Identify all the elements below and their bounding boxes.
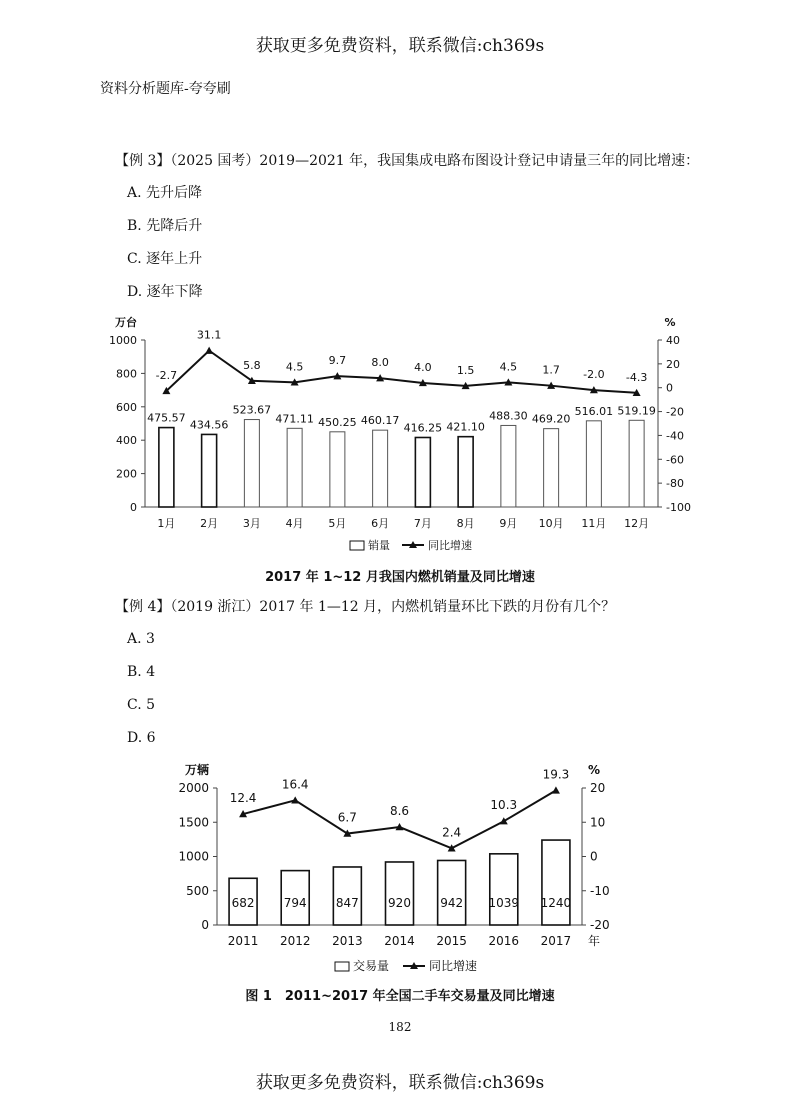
x-axis-unit: 年	[588, 934, 601, 948]
left-tick-label: 0	[130, 501, 137, 514]
left-tick-label: 1000	[109, 334, 137, 347]
growth-value-label: 1.7	[542, 363, 560, 377]
bar	[586, 421, 601, 507]
q3-option-d: D. 逐年下降	[127, 284, 203, 300]
bar-value-label: 450.25	[318, 415, 357, 429]
right-tick-label: -80	[666, 477, 684, 491]
left-axis-unit: 万辆	[184, 763, 209, 777]
left-tick-label: 1500	[178, 815, 209, 830]
growth-value-label: 16.4	[281, 777, 309, 792]
right-axis-unit: %	[587, 763, 601, 777]
growth-value-label: 8.6	[389, 804, 410, 819]
category-label: 7月	[413, 517, 432, 530]
bar-value-label: 469.20	[531, 412, 571, 426]
page-number: 182	[388, 1020, 412, 1034]
right-tick-label: 10	[590, 815, 606, 830]
growth-value-label: 1.5	[456, 363, 475, 377]
bar	[415, 437, 430, 507]
bar-value-label: 421.10	[446, 420, 485, 434]
category-label: 4月	[285, 517, 304, 530]
category-label: 8月	[456, 517, 475, 530]
left-tick-label: 2000	[178, 781, 209, 795]
growth-marker	[291, 796, 299, 803]
right-tick-label: -20	[666, 405, 684, 419]
bar	[629, 420, 644, 507]
bar	[490, 854, 518, 925]
category-label: 2014	[384, 934, 415, 948]
subtitle: 资料分析题库-夸夸刷	[100, 81, 231, 97]
left-tick-label: 800	[116, 367, 137, 381]
growth-value-label: 5.8	[243, 358, 261, 372]
bar-value-label: 942	[440, 896, 464, 910]
bar	[330, 432, 345, 507]
chart2-title: 图 1 2011~2017 年全国二手车交易量及同比增速	[245, 989, 555, 1004]
growth-value-label: 2.4	[442, 825, 462, 840]
bar	[373, 430, 388, 507]
legend-bar-label: 销量	[368, 539, 390, 552]
category-label: 5月	[328, 517, 347, 530]
category-label: 2013	[332, 934, 363, 948]
left-tick-label: 600	[116, 400, 137, 414]
right-tick-label: -100	[666, 501, 691, 514]
growth-value-label: 4.5	[285, 360, 304, 374]
category-label: 1月	[157, 517, 176, 530]
bar-value-label: 460.17	[360, 414, 400, 428]
legend-bar-swatch	[335, 962, 349, 971]
growth-value-label: -2.0	[583, 368, 605, 382]
bar-value-label: 794	[283, 896, 307, 910]
bar	[244, 420, 259, 507]
growth-value-label: 4.5	[499, 360, 518, 374]
legend-line-label: 同比增速	[429, 959, 478, 973]
bar	[202, 434, 217, 507]
growth-line	[166, 351, 636, 393]
category-label: 3月	[242, 517, 261, 530]
growth-value-label: 4.0	[414, 360, 432, 374]
bar-value-label: 523.67	[232, 403, 272, 417]
bar	[287, 428, 302, 507]
growth-value-label: 8.0	[371, 356, 389, 370]
bar-value-label: 488.30	[489, 409, 528, 423]
chart-used-car	[0, 755, 800, 975]
category-label: 11月	[581, 517, 607, 530]
q4-option-c: C. 5	[127, 697, 156, 713]
right-tick-label: 20	[590, 781, 606, 795]
growth-value-label: 12.4	[229, 791, 257, 806]
header-banner: 获取更多免费资料，联系微信:ch369s	[255, 36, 545, 56]
bar-value-label: 682	[231, 896, 255, 910]
category-label: 2011	[227, 934, 259, 948]
bar-value-label: 1039	[488, 896, 520, 910]
bar-value-label: 471.11	[275, 412, 314, 426]
chart-engine-sales	[0, 305, 800, 565]
q3-option-a: A. 先升后降	[127, 185, 203, 201]
bar	[386, 862, 414, 925]
q4-option-d: D. 6	[127, 730, 156, 746]
bar-value-label: 1240	[540, 896, 572, 910]
legend-bar-label: 交易量	[353, 959, 390, 973]
legend-bar-swatch	[350, 541, 364, 550]
category-label: 2017	[540, 934, 572, 948]
bar-value-label: 920	[388, 896, 411, 910]
bar-value-label: 516.01	[574, 404, 614, 418]
right-tick-label: -10	[590, 883, 610, 898]
bar-value-label: 475.57	[147, 411, 186, 425]
growth-value-label: -4.3	[625, 370, 648, 384]
right-tick-label: 0	[590, 849, 598, 864]
q4-stem: 【例 4】（2019 浙江）2017 年 1—12 月，内燃机销量环比下跌的月份有几个？	[115, 599, 616, 615]
right-tick-label: -60	[666, 453, 684, 467]
category-label: 9月	[499, 517, 518, 530]
growth-marker	[552, 786, 560, 793]
left-tick-label: 0	[201, 918, 209, 932]
growth-value-label: 9.7	[328, 354, 347, 368]
bar-value-label: 847	[335, 896, 359, 910]
growth-value-label: 6.7	[337, 810, 357, 825]
growth-value-label: -2.7	[155, 368, 178, 382]
bar	[542, 840, 570, 925]
legend-line-label: 同比增速	[428, 539, 472, 552]
left-tick-label: 500	[186, 883, 209, 898]
q4-option-b: B. 4	[127, 664, 156, 680]
category-label: 2012	[279, 934, 311, 948]
growth-value-label: 10.3	[490, 798, 518, 813]
bar	[438, 860, 466, 925]
growth-value-label: 31.1	[196, 328, 222, 342]
bar-value-label: 416.25	[403, 421, 443, 435]
growth-value-label: 19.3	[542, 767, 570, 782]
q3-option-b: B. 先降后升	[127, 218, 203, 234]
right-tick-label: -20	[590, 918, 610, 932]
category-label: 2月	[200, 517, 219, 530]
category-label: 6月	[371, 517, 390, 530]
q3-option-c: C. 逐年上升	[127, 251, 203, 267]
left-tick-label: 400	[116, 434, 137, 448]
footer-banner: 获取更多免费资料，联系微信:ch369s	[255, 1073, 545, 1093]
right-tick-label: 20	[666, 357, 680, 371]
bar	[501, 425, 516, 507]
right-tick-label: -40	[666, 429, 684, 443]
left-tick-label: 200	[116, 467, 137, 481]
category-label: 2016	[488, 934, 520, 948]
q3-stem: 【例 3】（2025 国考）2019—2021 年，我国集成电路布图设计登记申请量三年的同比增速：	[115, 153, 700, 169]
bar-value-label: 519.19	[617, 404, 656, 418]
bar	[544, 429, 559, 507]
right-tick-label: 40	[666, 334, 680, 347]
category-label: 10月	[538, 517, 564, 530]
left-tick-label: 1000	[178, 849, 209, 864]
category-label: 2015	[436, 934, 467, 948]
q4-option-a: A. 3	[127, 631, 155, 647]
left-axis-unit: 万台	[115, 316, 137, 329]
growth-marker	[500, 817, 508, 824]
bar-value-label: 434.56	[189, 418, 229, 432]
growth-marker	[205, 347, 213, 354]
chart1-title: 2017 年 1~12 月我国内燃机销量及同比增速	[265, 570, 535, 585]
right-tick-label: 0	[666, 381, 673, 395]
category-label: 12月	[624, 517, 650, 530]
right-axis-unit: %	[664, 316, 676, 329]
bar	[458, 437, 473, 507]
bar	[159, 428, 174, 507]
